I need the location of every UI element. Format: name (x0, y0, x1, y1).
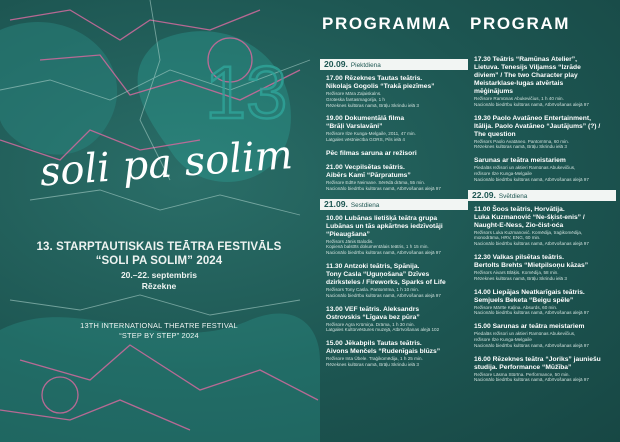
event-info: Piedalās režisori un aktieri Ramūnas Abukevičius, (474, 165, 576, 171)
event-info: Groteska fantasmagorija, 1 h (326, 96, 385, 102)
event-venue: Nacionālo biedrību kultūras namā, Atbrīvošanas alejā 97 (474, 310, 589, 316)
day-bar-20-09 (320, 59, 468, 70)
event-title: Naught-E-Ness, Zio-čist-oća (474, 221, 564, 229)
event-venue: Nacionālo biedrību kultūras namā, Atbrīvošanas alejā 97 (474, 377, 589, 383)
event-info: Režisors Aivars Blāķis. Komēdija, 58 min. (474, 269, 559, 275)
event-info: Režisors Tony Casla. Pantomīma, 1 h 10 min. (326, 286, 420, 292)
festival-city: Rēzekne (141, 281, 177, 291)
event-title: dzirksteles / Fireworks, Sparks of Life (326, 278, 446, 286)
event-info: Piedalās režisori un aktieri Ramūnas Abukevičius, (474, 331, 576, 337)
event-item (320, 115, 468, 143)
day-weekday: Sestdiena (350, 201, 380, 209)
day-date: 21.09. (324, 198, 348, 209)
festival-title-line2: “SOLI PA SOLIM” 2024 (95, 255, 223, 267)
event-title: Semjuels Beketa “Beigu spēle” (474, 296, 574, 304)
teal-wave-shape (0, 22, 117, 155)
event-item (320, 263, 468, 299)
event-title: Luka Kuzmanović “Ne-šķist-enis” / (474, 213, 585, 221)
event-title: The question (474, 130, 516, 138)
event-title: Nikolajs Gogolis “Trakā piezīmes” (326, 83, 435, 90)
event-venue: Nacionālo biedrību kultūras namā, Atbrīvošanas alejā 97 (474, 101, 589, 107)
day-bar-22-09 (468, 190, 616, 201)
event-title: 21.00 Vecpilsētas teātris. (326, 163, 405, 171)
event-title: 14.00 Liepājas Neatkarīgais teātris. (474, 288, 585, 296)
event-title: Aivons Menčels “Rudenīgais blūzs” (326, 348, 441, 356)
event-item (468, 157, 616, 182)
event-venue: Rēzeknes kultūras namā, Brāļu Skrindu ielā 3 (474, 275, 567, 281)
event-item (468, 323, 616, 348)
event-info: Režisors Luka Kuzmanović. Komēdija, traģikomēdija, (474, 229, 583, 235)
festival-title-line1: 13. STARPTAUTISKAIS TEĀTRA FESTIVĀLS (36, 241, 282, 253)
day-weekday: Piektdiena (350, 62, 381, 69)
event-venue: Nacionālo biedrību kultūras namā, Atbrīvošanas alejā 97 (326, 185, 441, 191)
event-info: Režisore Edīte Neimane. Sērēdā drāma, 55 min. (326, 179, 426, 185)
event-venue: Nacionālo biedrību kultūras namā, Atbrīvošanas alejā 97 (474, 176, 589, 182)
event-item (320, 164, 468, 192)
event-info: Režisore Agra Krūmiņa. Drāma, 1 h 30 min. (326, 321, 415, 327)
event-title: Meistarklase-lugas atvērtais (474, 80, 564, 87)
event-info: Režisors Paolo Avatāneo. Pantomīma, 60 min. (474, 138, 569, 144)
event-info: Kopienā balstīts dokumentālais teātris, 1 h 15 min. (326, 244, 429, 250)
event-title: 17.30 Teātris “Ramūnas Atelier”, (474, 56, 577, 63)
event-info: Režisore Ilze Kunga-Melgaile, 2011, 47 min. (326, 131, 416, 137)
day-date: 22.09. (472, 189, 496, 200)
event-title: 12.30 Valkas pilsētas teātris. (474, 253, 564, 261)
event-title: 19.30 Paolo Avatāneo Entertainment, (474, 114, 591, 122)
event-title: Itālija. Paolo Avatāneo “Jautājums” (?) / (474, 122, 601, 130)
event-note: Pēc filmas saruna ar režisori (326, 149, 417, 157)
event-title: Ostrovskis “Līgava bez pūra” (326, 313, 420, 321)
festival-script-title: soli pa solim (38, 132, 295, 196)
art-number-13: 13 (205, 51, 288, 134)
heading-program: PROGRAM (470, 14, 570, 33)
event-title: 10.00 Lubānas lietišķā teātra grupa (326, 214, 438, 222)
event-title: “Pieaugšana” (326, 230, 370, 238)
event-venue: Nacionālo biedrību kultūras namā, Atbrīvošanas alejā 97 (326, 250, 441, 256)
event-venue: Nacionālo biedrību kultūras namā, Atbrīvošanas alejā 97 (474, 342, 589, 348)
event-title: Lietuva. Tenesijs Viljamss “Izrāde (474, 64, 581, 71)
event-item (468, 206, 616, 247)
event-venue: Latgales vēstniecība GORS, Pils ielā 4 (326, 137, 405, 143)
event-item (320, 75, 468, 108)
event-title: “Brāļi Varslavāni” (326, 123, 383, 131)
festival-en-line1: 13TH INTERNATIONAL THEATRE FESTIVAL (80, 321, 238, 330)
event-title: Bertolts Brehts “Mietpilsoņu kāzas” (474, 261, 589, 269)
heading-programma: PROGRAMMA (322, 14, 452, 33)
event-title: 16.00 Rēzeknes teātra “Joriks” jauniešu (474, 355, 601, 363)
event-item (320, 340, 468, 368)
festival-english-title (0, 321, 318, 341)
festival-en-line2: “STEP BY STEP” 2024 (119, 331, 199, 340)
event-info: režisore Ilze Kunga-Melgaile (474, 336, 532, 342)
event-venue: Latgales Kultūrvēstures muzejā, Atbrīvošanas alejā 102 (326, 327, 440, 333)
event-title: Tony Casla “Uguņošana” Dzīves (326, 270, 430, 278)
event-venue: Rēzeknes kultūras namā, Brāļu Skrindu ielā 3 (326, 102, 419, 108)
event-title: 15.00 Jēkabpils Tautas teātris. (326, 340, 422, 348)
event-item (320, 215, 468, 256)
event-title: diviem” / The two Character play (474, 72, 578, 79)
event-title: Aibērs Kamī “Pārpratums” (326, 171, 411, 179)
event-title: 17.00 Rēzeknes Tautas teātris. (326, 75, 423, 82)
festival-dates: 20.–22. septembris (120, 270, 198, 280)
event-title: Lubānas un tās apkārtnes iedzīvotāji (326, 222, 443, 230)
event-item (468, 115, 616, 151)
event-title: Sarunas ar teātra meistariem (474, 157, 566, 165)
event-venue: Rēzeknes kultūras namā, Brāļu Skrindu ielā 3 (474, 144, 567, 150)
event-item (468, 254, 616, 282)
event-info: Režisore Ramūnas Abukevičius, 1 h 40 min. (474, 96, 564, 101)
event-title: 19.00 Dokumentālā filma (326, 115, 405, 123)
event-venue: Nacionālo biedrību kultūras namā, Atbrīvošanas alejā 97 (474, 241, 589, 247)
event-item (320, 306, 468, 334)
event-title: 11.00 Šoos teātris, Horvātija. (474, 205, 565, 213)
event-venue: Nacionālo biedrību kultūras namā, Atbrīvošanas alejā 97 (326, 292, 441, 298)
event-info: Režisore Lāsma Stūrīna. Performance, 50 min. (474, 371, 570, 377)
event-item (468, 356, 616, 384)
event-info: Režisors Jānis Balodis. (326, 238, 374, 244)
event-title: 11.30 Antzoki teātris, Spānija. (326, 262, 420, 270)
event-info: monodrāma, HRV, ENG, 60 min. (474, 235, 541, 241)
event-info: Režisore Mārīte Kaļina. Absurds, 60 min. (474, 304, 558, 310)
event-title: 13.00 VEF teātris. Aleksandrs (326, 305, 420, 313)
program-column-2 (468, 56, 616, 390)
program-column-1 (320, 58, 468, 375)
event-title: studija. Performance “Mūžība” (474, 363, 572, 371)
event-info: režisore Ilze Kunga-Melgaile (474, 170, 532, 176)
event-title: mēģinājums (474, 88, 514, 95)
event-info: Režisore Inta Ūbele. Traģikomēdija, 1 h 25 min. (326, 356, 423, 362)
day-bar-21-09 (320, 199, 468, 210)
event-item (468, 289, 616, 317)
event-venue: Rēzeknes kultūras namā, Brāļu Skrindu ielā 3 (326, 361, 419, 367)
event-title: 15.00 Sarunas ar teātra meistariem (474, 323, 585, 331)
day-date: 20.09. (324, 59, 348, 69)
event-info: Režisore Māra Zaļaiskalns. (326, 91, 382, 96)
day-weekday: Svētdiena (498, 192, 528, 200)
festival-title (0, 240, 318, 268)
event-item (468, 56, 616, 108)
